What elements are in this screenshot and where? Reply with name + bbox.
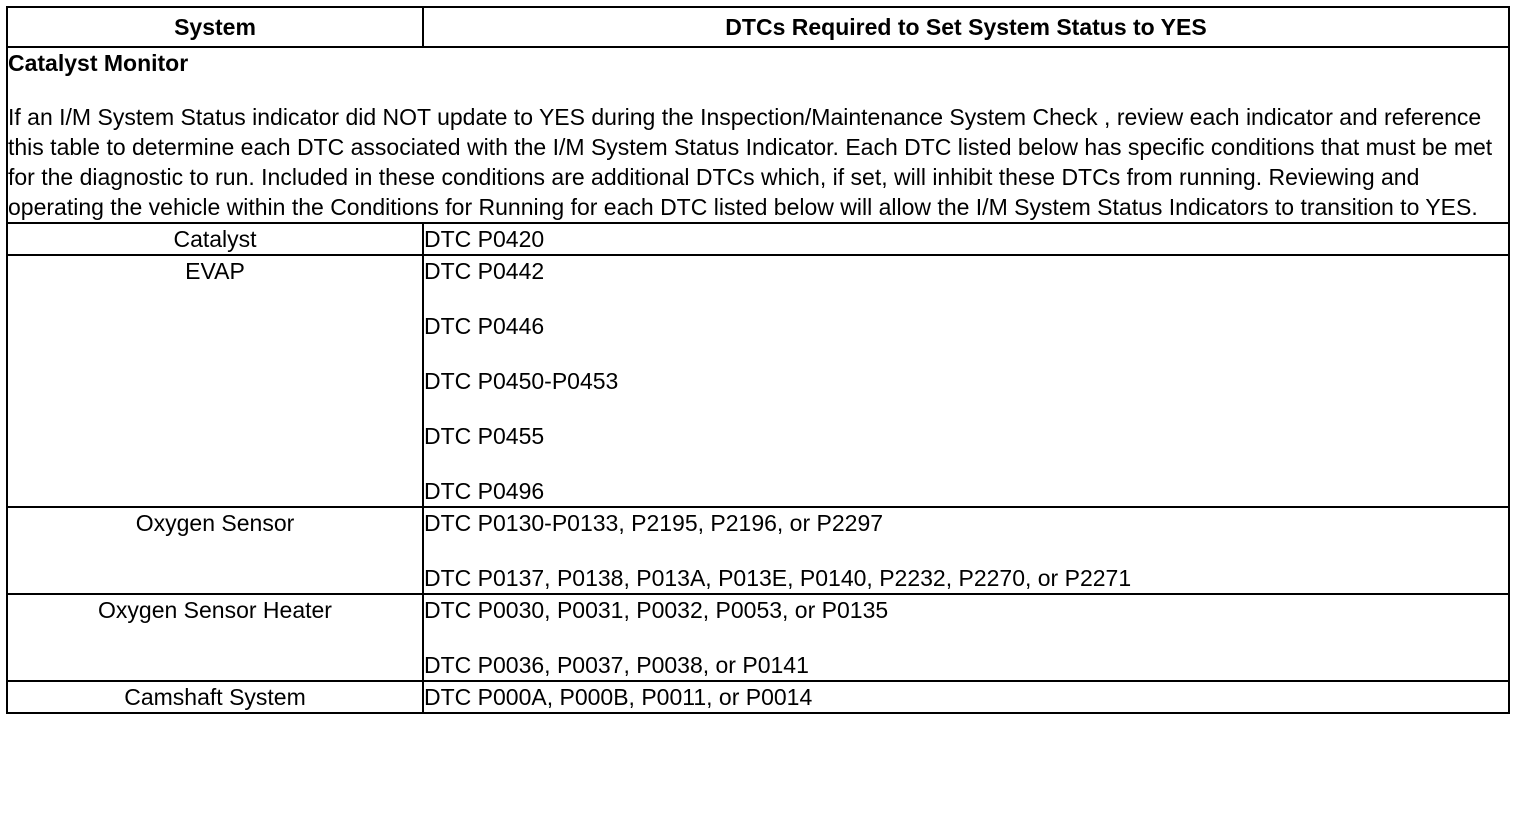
dtc-cell-evap xyxy=(423,255,1509,507)
intro-row xyxy=(7,47,1509,223)
section-title: Catalyst Monitor xyxy=(8,50,189,76)
system-cell-catalyst: Catalyst xyxy=(7,223,423,255)
table-row xyxy=(7,681,1509,713)
dtc-item: DTC P0030, P0031, P0032, P0053, or P0135 xyxy=(424,597,889,623)
table-row xyxy=(7,594,1509,681)
dtc-item: DTC P0130-P0133, P2195, P2196, or P2297 xyxy=(424,510,884,536)
table-row xyxy=(7,223,1509,255)
dtc-cell-oxygen-sensor xyxy=(423,507,1509,594)
dtc-item: DTC P0450-P0453 xyxy=(424,368,619,394)
dtc-item: DTC P0442 xyxy=(424,258,545,284)
dtc-cell-oxygen-sensor-heater xyxy=(423,594,1509,681)
dtc-item: DTC P0420 xyxy=(424,226,545,252)
system-cell-oxygen-sensor: Oxygen Sensor xyxy=(7,507,423,594)
dtc-requirements-table xyxy=(6,6,1510,714)
dtc-cell-catalyst xyxy=(423,223,1509,255)
table-header-row xyxy=(7,7,1509,47)
system-column-header: System xyxy=(7,7,423,47)
intro-cell xyxy=(7,47,1509,223)
dtcs-column-header: DTCs Required to Set System Status to YES xyxy=(423,7,1509,47)
table-row xyxy=(7,255,1509,507)
intro-paragraph: If an I/M System Status indicator did NOT update to YES during the Inspection/Maintenance System Check , review each indicator and reference this table to determine each DTC associated with the I/M System Status Indicator. Each DTC listed below has specific conditions that must be met for the diagnostic to run. Included in these conditions are additional DTCs which, if set, will inhibit these DTCs from running. Reviewing and operating the vehicle within the Conditions for Running for each DTC listed below will allow the I/M System Status Indicators to transition to YES. xyxy=(8,104,1493,220)
dtc-item: DTC P0036, P0037, P0038, or P0141 xyxy=(424,652,809,678)
dtc-item: DTC P0137, P0138, P013A, P013E, P0140, P2232, P2270, or P2271 xyxy=(424,565,1132,591)
dtc-item: DTC P0446 xyxy=(424,313,545,339)
dtc-cell-camshaft xyxy=(423,681,1509,713)
system-cell-oxygen-sensor-heater: Oxygen Sensor Heater xyxy=(7,594,423,681)
dtc-item: DTC P0496 xyxy=(424,478,545,504)
dtc-item: DTC P000A, P000B, P0011, or P0014 xyxy=(424,684,813,710)
system-cell-camshaft: Camshaft System xyxy=(7,681,423,713)
table-row xyxy=(7,507,1509,594)
system-cell-evap: EVAP xyxy=(7,255,423,507)
dtc-item: DTC P0455 xyxy=(424,423,545,449)
